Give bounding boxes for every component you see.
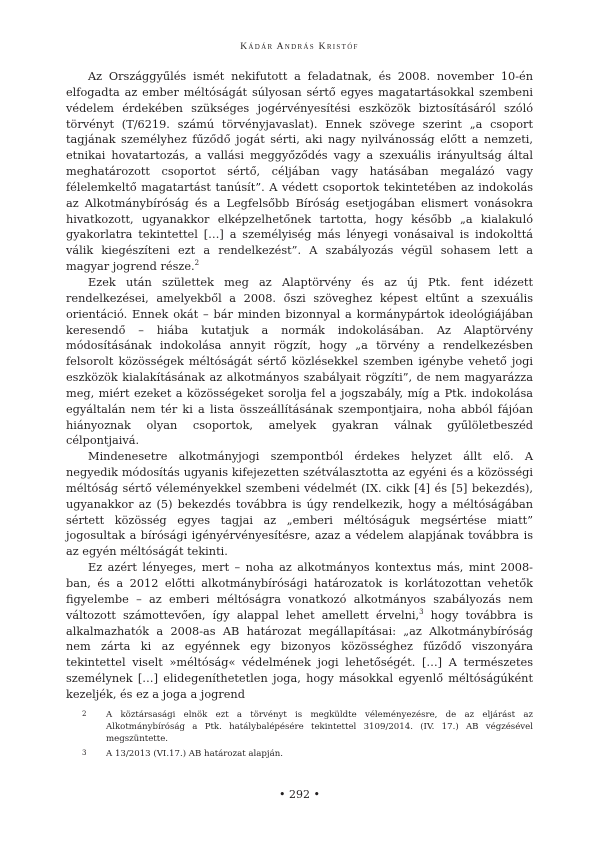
- footnote-ref[interactable]: 3: [419, 607, 424, 616]
- footnotes: [66, 709, 533, 763]
- footnote-text: A 13/2013 (VI.17.) AB határozat alapján.: [106, 749, 283, 759]
- paragraph-text: Mindenesetre alkotmányjogi szempontból érdekes helyzet állt elő. A negyedik módosítás ugyanis kifejezetten szétválasztotta az egyéni és a közösségi méltóság sértő véleményekkel szembeni védelmét (IX. cikk [4] és [5] bekezdés), ugyanakkor az (5) bekezdés továbbra is úgy rendelkezik, hogy a méltóságában sértett közösség egyes tagjai az „emberi méltóságuk megsértése miatt” jogosultak a bírósági igényérvényesítésre, azaz a védelem alapjának továbbra is az egyén méltóságát tekinti.: [66, 450, 533, 559]
- footnote: [66, 709, 533, 745]
- page-number: • 292 •: [279, 788, 320, 801]
- paragraph: [66, 560, 533, 703]
- paragraph-text: Az Országgyűlés ismét nekifutott a feladatnak, és 2008. november 10-én elfogadta az ember méltóságát súlyosan sértő egyes magatartásokkal szembeni védelem érdekében szükséges jogérvényesítési eszközök biztosításáról szóló törvényt (T/6219. számú törvényjavaslat). Ennek szövege szerint „a csoport tagjának személyhez fűződő jogát sérti, aki nagy nyilvánosság előtt a nemzeti, etnikai hovatartozás, a vallási meggyőződés vagy a szexuális irányultság által meghatározott csoportot sértő, céljában vagy hatásában megalázó vagy félelemkeltő magatartást tanúsít”. A védett csoportok tekintetében az indokolás az Alkotmánybíróság és a Legfelsőbb Bíróság esetjogában elismert vonásokra hivatkozott, ugyanakkor elképzelhetőnek tartotta, hogy később „a kialakuló gyakorlatra tekintettel […] a személyiség más lényegi vonásaival is indokolttá válik kiegészíteni ezt a rendelkezést”. A szabályozás végül sohasem lett a magyar jogrend része.: [66, 70, 533, 274]
- footnote-number: 2: [82, 710, 87, 718]
- running-header: Kádár András Kristóf: [240, 42, 359, 52]
- footnote-number: 3: [82, 749, 87, 757]
- footnote-ref[interactable]: 2: [194, 259, 200, 268]
- footnote-text: A köztársasági elnök ezt a törvényt is megküldte véleményezésre, de az eljárást az Alkotmánybíróság a Ptk. hatálybalépésére tekintettel 3109/2014. (IV. 17.) AB végzésével megszüntette.: [106, 710, 533, 744]
- paragraph-text-continued: hogy továbbra is alkalmazhatók a 2008-as AB határozat megállapításai: „az Alkotmánybíróság nem zárta ki az egyénnek egy bizonyos közösséghez fűződő viszonyára tekintettel viselt »méltóság« védelmének jogi lehetőségét. […] A természetes személynek […] elidegeníthetetlen joga, hogy másokkal egyenlő méltóságúként kezeljék, és ez a joga a jogrend: [66, 608, 533, 701]
- paragraph: [66, 69, 533, 275]
- paragraph-text: Ez azért lényeges, mert – noha az alkotmányos kontextus más, mint 2008-ban, és a 2012 előtti alkotmánybírósági határozatok is korlátozottan vehetők figyelembe – az emberi méltóságra vonatkozó alkotmányos szabályozás nem változott számottevően, így alappal lehet amellett érvelni,: [66, 561, 533, 622]
- paragraph-text: Ezek után születtek meg az Alaptörvény és az új Ptk. fent idézett rendelkezései, amelyekből a 2008. őszi szöveghez képest eltűnt a szexuális orientáció. Ennek okát – bár minden bizonnyal a kormánypártok ideológiájában keresendő – hiába kutatjuk a normák indokolásában. Az Alaptörvény módosításának indokolása annyit rögzít, hogy „a törvény a rendelkezésben felsorolt közösségek méltóságát sértő közlésekkel szemben igénybe vehető jogi eszközök kialakításának az alkotmányos szabályait rögzíti”, de nem magyarázza meg, miért ezeket a közösségeket sorolja fel a jogszabály, míg a Ptk. indokolása egyáltalán nem tér ki a lista összeállításának szempontjaira, noha abból fájóan hiányoznak olyan csoportok, amelyek gyakran válnak gyűlöletbeszéd célpontjaivá.: [66, 275, 533, 448]
- footnote: [66, 748, 533, 760]
- paragraph: [66, 449, 533, 560]
- paragraph: [66, 275, 533, 449]
- main-text: [66, 69, 533, 703]
